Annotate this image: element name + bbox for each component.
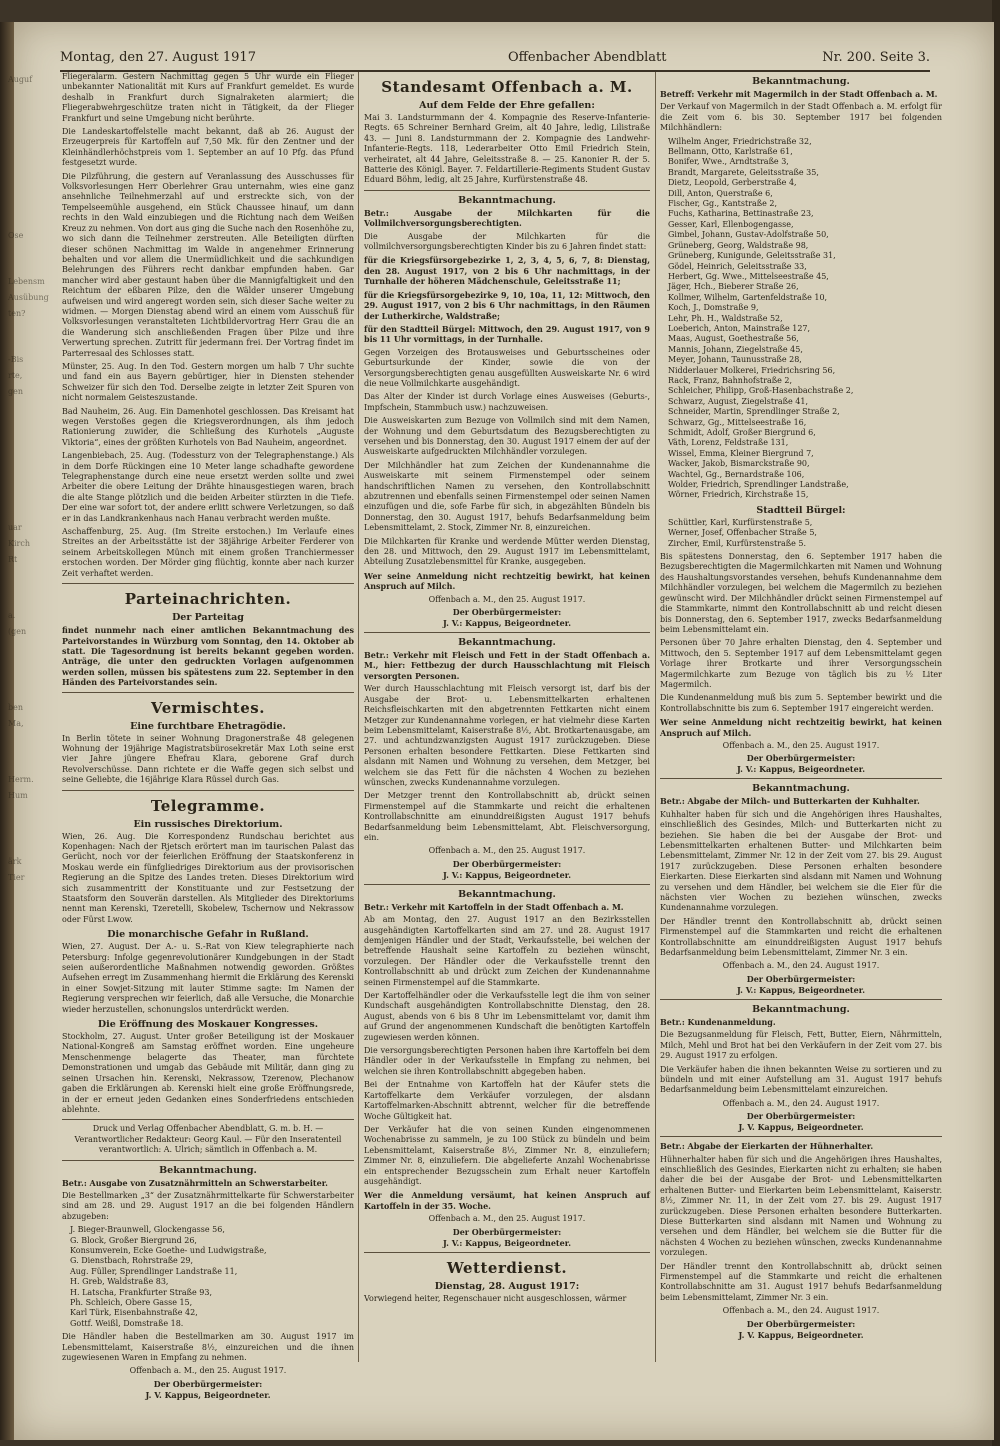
notice-text: für die Kriegsfürsorgebezirke 9, 10, 10a, 11, 12: Mittwoch, den 29. August 1917, von 2 bis 6 Uhr nachmittags, in den Räumen der Lutherkirche, Waldstraße; (364, 289, 650, 321)
edge-fragment: Tier (8, 873, 25, 882)
notice-text: Der Verkäufer hat die von seinen Kunden eingenommenen Wochenabrisse zu sammeln, je zu 100 Stück zu bündeln und beim Lebensmittelamt, Kaiserstraße 8½, Zimmer Nr. 8, einzuliefern; Zimmer Nr. 8, einzuliefern. Die abgelieferte Anzahl Wochenabrisse ein entsprechender Bezugsschein zum Erhalt neuer Kartoffeln ausgehändigt. (364, 1124, 650, 1186)
list-item: Gottf. Weißl, Domstraße 18. (70, 1318, 184, 1328)
signature-name: J. V.: Kappus, Beigeordneter. (443, 869, 571, 880)
notice-text: Der Verkauf von Magermilch in der Stadt Offenbach a. M. erfolgt für die Zeit vom 6. bis 30. September 1917 bei folgenden Milchhändlern: (660, 102, 942, 133)
list-item: J. Bieger-Braunwell, Glockengasse 56, (70, 1225, 225, 1235)
list-item: Wachtel, Gg., Bernardstraße 106, (668, 469, 805, 479)
notice-title: Bekanntmachung. (159, 1164, 257, 1176)
notice-text: Die Händler haben die Bestellmarken am 30. August 1917 im Lebensmittelamt, Kaiserstraße 8½, einzureichen und die ihnen zugewiesenen Waren in Empfang zu nehmen. (62, 1332, 354, 1363)
notice-text: Bis spätestens Donnerstag, den 6. September 1917 haben die Bezugsberechtigten die Magermilchkarten mit Namen und Wohnung des Haushaltungsvorstandes versehen, behufs Kundenannahme dem Milchhändler vorzulegen, bei welchem die Magermilch zu beziehen gewünscht wird. Der Milchhändler drückt seinen Firmenstempel auf die Stammkarte, nimmt den Kontrollabschnitt ab und reicht diesen bis Donnerstag, den 6. September 1917, zwecks Bedarfsanmeldung beim Lebensmittelamt ein. (660, 552, 942, 634)
signature-title: Der Oberbürgermeister: (746, 1111, 856, 1122)
article-fliegeralarm: Fliegeralarm. Gestern Nachmittag gegen 5 Uhr wurde ein Flieger unbekannter Nationalität mit Kurs auf Frankfurt gemeldet. Es wurde deshalb in Frankfurt durch Signalraketen alarmiert; die Fliegerabwehrgeschütze traten nicht in Tätigkeit, da der Flieger Frankfurt und seine Umgebung nicht berührte. (62, 72, 354, 123)
divider (660, 999, 942, 1000)
list-item: Meyer, Johann, Taunusstraße 28, (668, 355, 802, 365)
list-item: Koch, J., Domstraße 9, (668, 303, 759, 313)
merchant-list (660, 137, 942, 501)
signature-title: Der Oberbürgermeister: (452, 1226, 562, 1237)
notice-title: Bekanntmachung. (752, 76, 850, 87)
list-item: Gimbel, Johann, Gustav-Adolfstraße 50, (668, 230, 829, 240)
signature-name: J. V.: Kappus, Beigeordneter. (443, 618, 571, 629)
divider (364, 1252, 650, 1253)
list-item: Wörner, Friedrich, Kirchstraße 15, (668, 490, 809, 500)
list-item: Maas, August, Goethestraße 56, (668, 334, 799, 344)
notice-place-date: Offenbach a. M., den 25. August 1917. (722, 740, 880, 750)
edge-fragment: (gen (8, 627, 27, 636)
signature-name: J. V.: Kappus, Beigeordneter. (737, 764, 865, 775)
column-2 (364, 72, 650, 1372)
notice-text: Wer die Anmeldung versäumt, hat keinen Anspruch auf Kartoffeln in der 35. Woche. (364, 1190, 650, 1211)
previous-page-edge (8, 72, 50, 1372)
notice-text: Bei der Entnahme von Kartoffeln hat der Käufer stets die Kartoffelkarte dem Verkäufer vorzulegen, der alsdann Kartoffelmarken-Abschnitt abtrennt, welcher für die betreffende Woche Gültigkeit hat. (364, 1080, 650, 1121)
section-heading: Telegramme. (150, 796, 266, 815)
notice-title: Bekanntmachung. (752, 783, 850, 795)
list-item: G. Dienstbach, Rohrstraße 29, (70, 1256, 194, 1266)
divider (62, 1119, 354, 1120)
article-pilzfuehrung: Die Pilzführung, die gestern auf Veranlassung des Ausschusses für Volksvorlesungen Herr Oberlehrer Grau unternahm, wies eine ganz ansehnliche Teilnehmerzahl auf und erstreckte sich, von der Tempelseemühle ausgehend, ein Stück Chaussee hinauf, um dann rechts in den Wald einzubiegen und die Richtung nach dem Weißen Kreuz zu nehmen. Von dort aus ging die Suche nach den Rosenhöhe zu, wo sich dann die Teilnehmer zerstreuten. Alle Beteiligten dürften dieser schönen Nachmittag im Walde in angenehmer Erinnerung behalten und vor allem die Unermüdlichkeit und die sachkundigen Belehrungen des Führers recht dankbar empfunden haben. Gar mancher wird aber gestaunt haben über die Mannigfaltigkeit und den Reichtum der eßbaren Pilze, den die Wälder unserer Umgebung aufweisen und wird angeregt worden sein, sich dieser Sache weiter zu widmen. — Morgen Dienstag abend wird an einem vom Ausschuß für Volksvorlesungen veranstalteten Lichtbildervortrag Herr Grau die an die Wanderung sich anschließenden Fragen über Pilze und ihre Verwertung sprechen. Zutritt für jedermann frei. Der Vortrag findet im Parterresaal des Schlosses statt. (62, 171, 354, 358)
signature-name: J. V. Kappus, Beigeordneter. (738, 1329, 864, 1340)
subheading: Der Parteitag (172, 612, 244, 624)
subheading: Stadtteil Bürgel: (756, 504, 846, 516)
subheading: Ein russisches Direktorium. (133, 818, 283, 830)
notice-text: Die Ausweiskarten zum Bezuge von Vollmilch sind mit dem Namen, der Wohnung und dem Geburtsdatum des Bezugsberechtigten zu versehen und bis Donnerstag, den 30. August 1917 einem der auf der Ausweiskarte aufgedruckten Milchhändler vorzulegen. (364, 416, 650, 457)
divider (62, 692, 354, 693)
list-item: Bonifer, Wwe., Arndtstraße 3, (668, 157, 789, 167)
list-item: Grüneberg, Kunigunde, Geleitsstraße 31, (668, 251, 836, 261)
edge-fragment: Ausübung (8, 293, 49, 302)
article-direktorium: Wien, 26. Aug. Die Korrespondenz Rundschau berichtet aus Kopenhagen: Nach der Rjetsch erörtert man im taurischen Palast das Gerücht, noch vor der feierlichen Eröffnung der Staatskonferenz in Moskau werde ein fünfgliedriges Direktorium aus der provisorischen Regierung an die Spitze des Landes treten. Dieses Direktorium wird sich zusammentritt der Konstituante und zur Festsetzung der Staatsform den Souverän darstellen. Als Mitglieder des Direktoriums nennt man Kerenski, Tzeretelli, Skobelew, Tschernow und Nekrassow oder Fürst Lwow. (62, 831, 354, 924)
divider (660, 1136, 942, 1137)
subheading: Die Eröffnung des Moskauer Kongresses. (97, 1019, 319, 1031)
list-item: Schleicher, Philipp, Groß-Hasenbachstraße 2, (668, 386, 854, 396)
list-item: Gesser, Karl, Ellenbogengasse, (668, 219, 794, 229)
list-item: Herbert, Gg. Wwe., Mittelseestraße 45, (668, 271, 829, 281)
notice-text: Die versorgungsberechtigten Personen haben ihre Kartoffeln bei dem Händler oder in der Verkaufsstelle in Empfang zu nehmen, bei welchen sie ihren Kontrollabschnitt abgegeben haben. (364, 1046, 650, 1076)
notice-title: Bekanntmachung. (458, 194, 556, 206)
article-bad-nauheim: Bad Nauheim, 26. Aug. Ein Damenhotel geschlossen. Das Kreisamt hat wegen Verstoßes gegen die Kriegsverordnungen, als ihm jedoch Rationierung zuwider, die Schließung des Kurhotels „Auguste Viktoria“, eines der größten Kurhotels von Bad Nauheim, angeordnet. (62, 406, 354, 447)
list-item: Wacker, Jakob, Bismarckstraße 90, (668, 459, 810, 469)
notice-text: Wer seine Anmeldung nicht rechtzeitig bewirkt, hat keinen Anspruch auf Milch. (364, 570, 650, 592)
list-item: Dill, Anton, Querstraße 6, (668, 188, 773, 198)
article-langenbiebach: Langenbiebach, 25. Aug. (Todessturz von der Telegraphenstange.) Als in dem Dorfe Rückingen eine 10 Meter lange schadhafte gewordene Telegraphenstange durch eine neue ersetzt werden sollte und zwei Arbeiter die obere Leitung der Drähte hinausgestiegen waren, brach die alte Stange plötzlich und die beiden Arbeiter stürzten in die Tiefe. Der eine war sofort tot, der andere erlitt schwere Verletzungen, so daß er in das Landkrankenhaus nach Hanau verbracht werden mußte. (62, 451, 354, 523)
notice-subject: Betr.: Ausgabe von Zusatznährmitteln an Schwerstarbeiter. (62, 1177, 328, 1188)
list-item: Wilhelm Anger, Friedrichstraße 32, (668, 136, 812, 146)
edge-fragment: -Bis (8, 355, 24, 364)
notice-text: Der Händler trennt den Kontrollabschnitt ab, drückt seinen Firmenstempel auf die Stammkarten und reicht die erhaltenen Kontrollabschnitte am einunddreißigsten August 1917 behufs Bedarfsanmeldung beim Lebensmittelamt, Zimmer Nr. 3 ein. (660, 916, 942, 958)
list-item: Rack, Franz, Bahnhofstraße 2, (668, 375, 793, 385)
notice-place-date: Offenbach a. M., den 24. August 1917. (722, 1306, 880, 1316)
notice-text: für den Stadtteil Bürgel: Mittwoch, den 29. August 1917, von 9 bis 11 Uhr vormittags, in der Turnhalle. (364, 323, 650, 345)
list-item: Lehr, Ph. H., Waldstraße 52, (668, 313, 783, 323)
column-rule (655, 72, 656, 1362)
list-item: Zircher, Emil, Kurfürstenstraße 5. (668, 538, 807, 548)
list-item: Aug. Füller, Sprendlinger Landstraße 11, (70, 1266, 238, 1276)
article-monarchie: Wien, 27. August. Der A.- u. S.-Rat von Kiew telegraphierte nach Petersburg: Infolge gegenrevolutionärer Kundgebungen in der Stadt seien außerordentliche Maßnahmen notwendig geworden. Größtes Aufsehen erregt im Zusammenhang hiermit die Erklärung des Kerenski in einer Sowjet-Sitzung mit lauter Stimme sagte: Im Namen der Regierung versprechen wir feierlich, daß alle Versuche, die Monarchie wieder herzustellen, schonungslos unterdrückt werden. (62, 942, 354, 1014)
divider (364, 190, 650, 191)
notice-place-date: Offenbach a. M., den 25. August 1917. (428, 846, 586, 856)
notice-text: Die Bezugsanmeldung für Fleisch, Fett, Butter, Eiern, Nährmitteln, Milch, Mehl und Brot hat bei den Verkäufern in der Zeit vom 27. bis 29. August 1917 zu erfolgen. (660, 1030, 942, 1061)
signature-name: J. V.: Kappus, Beigeordneter. (737, 984, 865, 995)
signature-title: Der Oberbürgermeister: (153, 1378, 263, 1389)
subheading: Eine furchtbare Ehetragödie. (130, 720, 286, 732)
edge-fragment: gen (8, 387, 24, 396)
merchant-list (62, 1225, 354, 1329)
notice-text: Der Kartoffelhändler oder die Verkaufsstelle legt die ihm von seiner Kundschaft ausgehändigten Kontrollabschnitte Dienstag, den 28. August, abends von 6 bis 8 Uhr im Lebensmittelamt vor, damit ihm auf Grund der angenommenen Kundschaft die benötigten Kartoffeln zugewiesen werden können. (364, 991, 650, 1042)
list-item: Nidderlauer Molkerei, Friedrichsring 56, (668, 365, 836, 375)
edge-fragment: Kirch (8, 539, 30, 548)
divider (62, 790, 354, 791)
list-item: Dietz, Leopold, Gerberstraße 4, (668, 178, 797, 188)
notice-place-date: Offenbach a. M., den 25. August 1917. (428, 594, 586, 604)
masthead-date: Montag, den 27. August 1917 (60, 50, 256, 65)
list-item: Fischer, Gg., Kantstraße 2, (668, 199, 778, 209)
edge-fragment: ben (8, 703, 24, 712)
list-item: G. Block, Großer Biergrund 26, (70, 1235, 197, 1245)
article-kartoffelpreis: Die Landeskartoffelstelle macht bekannt, daß ab 26. August der Erzeugerpreis für Kartoffeln auf 7,50 Mk. für den Zentner und der Kleinhändlerhöchstpreis vom 1. September an auf 10 Pfg. das Pfund festgesetzt wurde. (62, 127, 354, 168)
notice-place-date: Offenbach a. M., den 24. August 1917. (722, 1098, 880, 1108)
list-item: Gödel, Heinrich, Geleitsstraße 33, (668, 261, 807, 271)
notice-text: Der Metzger trennt den Kontrollabschnitt ab, drückt seinen Firmenstempel auf die Stammkarte und reicht die erhaltenen Kontrollabschnitte am einunddreißigsten August 1917 behufs Bedarfsanmeldung beim Lebensmittelamt, Abt. Fleischversorgung, ein. (364, 791, 650, 842)
notice-text: Die Milchkarten für Kranke und werdende Mütter werden Dienstag, den 28. und Mittwoch, den 29. August 1917 im Lebensmittelamt, Abteilung Zusatzlebensmittel für Kranke, ausgegeben. (364, 536, 650, 567)
list-item: H. Latscha, Frankfurter Straße 93, (70, 1287, 212, 1297)
edge-fragment: Ma, (8, 719, 24, 728)
list-item: Jäger, Hch., Bieberer Straße 26, (668, 282, 799, 292)
edge-fragment: a. (8, 611, 16, 620)
list-item: H. Greb, Waldstraße 83, (70, 1277, 169, 1287)
divider (62, 1160, 354, 1161)
article-gefallene: Mai 3. Landsturmmann der 4. Kompagnie des Reserve-Infanterie-Regts. 65 Schreiner Bernhard Greim, alt 40 Jahre, ledig, Lilistraße 43. — Juni 8. Landsturmmann der 2. Kompagnie des Landwehr-Infanterie-Regts. 118, Lederarbeiter Otto Emil Friedrich Stein, verheiratet, alt 44 Jahre, Geleitsstraße 8. — 25. Kanonier R. der 5. Batterie des Königl. Bayer. 7. Feldartillerie-Regiments Student Gustav Eduard Böhm, ledig, alt 25 Jahre, Kurfürstenstraße 48. (364, 113, 650, 185)
notice-text: Die Bestellmarken „3“ der Zusatznährmittelkarte für Schwerstarbeiter sind am 28. und 29. August 1917 an die bei folgenden Händlern abzugeben: (62, 1190, 354, 1221)
notice-subject: Betreff: Verkehr mit Magermilch in der Stadt Offenbach a. M. (660, 89, 938, 99)
list-item: Grüneberg, Georg, Waldstraße 98, (668, 240, 809, 250)
notice-text: Wer durch Hausschlachtung mit Fleisch versorgt ist, darf bis der Ausgabe der Brot- u. Lebensmittelkarten erhaltenen Reichsfleischkarten mit den abgetrennten Fettkarten nicht einem Metzger zur Kundenannahme vorlegen, er hat vielmehr diese Karten beim Lebensmittelamt, Kaiserstraße 8½, Abt. Brotkartenausgabe, am 27. und achtundzwanzigsten August 1917 zurückzugeben. Diese Personen erhalten besondere Fettkarten. Diese Fettkarten sind alsdann mit Namen und Wohnung zu versehen, dem Metzger, bei welchem sie das Fett für die nächsten 4 Wochen zu beziehen wünschen, zwecks Kundenannahme vorzulegen. (364, 684, 650, 787)
subheading: Dienstag, 28. August 1917: (434, 1280, 580, 1292)
list-item: Loeberich, Anton, Mainstraße 127, (668, 323, 811, 333)
list-item: Wissel, Emma, Kleiner Biergrund 7, (668, 448, 814, 458)
divider (364, 884, 650, 885)
list-item: Mannis, Johann, Ziegelstraße 45, (668, 344, 803, 354)
list-item: Schwarz, August, Ziegelstraße 41, (668, 396, 808, 406)
edge-fragment: Rt (8, 555, 18, 564)
subheading: Auf dem Felde der Ehre gefallen: (419, 100, 595, 111)
signature-name: J. V.: Kappus, Beigeordneter. (443, 1237, 571, 1248)
notice-text: Die Kundenanmeldung muß bis zum 5. September bewirkt und die Kontrollabschnitte bis zum 6. September 1917 eingereicht werden. (660, 693, 942, 713)
notice-title: Bekanntmachung. (458, 637, 556, 649)
list-item: Werner, Josef, Offenbacher Straße 5, (668, 528, 817, 538)
notice-text: Ab am Montag, den 27. August 1917 an den Bezirksstellen ausgehändigten Kartoffelkarten sind am 27. und 28. August 1917 demjenigen Händler und der Stadt, Verkaufsstelle, bei welchen der betreffende Haushalt seine Kartoffeln zu beziehen wünscht, vorzulegen. Der Händler oder die Verkaufsstelle trennt den Kontrollabschnitt ab und drückt zum Zeichen der Kundenannahme seinen Firmenstempel auf die Stammkarte. (364, 915, 650, 987)
section-heading: Vermischtes. (151, 698, 265, 717)
notice-subject: Betr.: Abgabe der Eierkarten der Hühnerhalter. (660, 1141, 874, 1152)
notice-text: Hühnerhalter haben für sich und die Angehörigen ihres Haushaltes, einschließlich des Gesindes, Eierkarten nicht zu erhalten; sie haben daher die bei der Ausgabe der Brot- und Lebensmittelkarten erhaltenen Butter- und Eierkarten beim Lebensmittelamt, Kaiserstr. 8½, Zimmer Nr. 11, in der Zeit vom 27. bis 29. August 1917 zurückzugeben. Diese Personen erhalten besondere Butterkarten. Diese Butterkarten sind alsdann mit Namen und Wohnung zu versehen und dem Händler, bei welchem sie die Butter für die nächsten 4 Wochen zu beziehen wünschen, zwecks Kundenannahme vorzulegen. (660, 1154, 942, 1258)
notice-subject: Betr.: Verkehr mit Fleisch und Fett in der Stadt Offenbach a. M., hier: Fettbezug der durch Hausschlachtung mit Fleisch versorgten Personen. (364, 650, 650, 681)
notice-place-date: Offenbach a. M., den 24. August 1917. (722, 961, 880, 971)
signature-title: Der Oberbürgermeister: (746, 973, 856, 984)
notice-text: Der Milchhändler hat zum Zeichen der Kundenannahme die Ausweiskarte mit seinem Firmenstempel oder seinem handschriftlichen Namen zu versehen, den Kontrollabschnitt abzutrennen und ebenfalls seinen Firmenstempel oder seinen Namen einzufügen und die, sofe Farbe für sich, in abgezählten Bündeln bis Donnerstag, den 30. August 1917, behufs Bedarfsanmeldung beim Lebensmittelamt, 2. Stock, Zimmer Nr. 8, einzureichen. (364, 460, 650, 533)
list-item: Karl Türk, Eisenbahnstraße 42, (70, 1308, 198, 1318)
list-item: Schneider, Martin, Sprendlinger Straße 2, (668, 407, 840, 417)
masthead-paper: Offenbacher Abendblatt (508, 50, 667, 65)
merchant-list (660, 518, 942, 549)
notice-place-date: Offenbach a. M., den 25. August 1917. (428, 1214, 586, 1224)
section-heading: Wetterdienst. (446, 1258, 568, 1277)
edge-fragment: Lebensm (8, 277, 45, 286)
edge-fragment: Hum (8, 791, 28, 800)
article-muenster: Münster, 25. Aug. In den Tod. Gestern morgen um halb 7 Uhr suchte und fand ein aus Bayern gebürtiger, hier in Diensten stehender Schweizer für sich den Tod. Derselbe zeigte in letzter Zeit Spuren von nicht normalem Geisteszustande. (62, 361, 354, 403)
notice-subject: Betr.: Abgabe der Milch- und Butterkarten der Kuhhalter. (660, 796, 920, 807)
notice-text: Wer seine Anmeldung nicht rechtzeitig bewirkt, hat keinen Anspruch auf Milch. (660, 717, 942, 738)
list-item: Konsumverein, Ecke Goethe- und Ludwigstraße, (70, 1245, 267, 1255)
signature-title: Der Oberbürgermeister: (452, 858, 562, 869)
notice-text: für die Kriegsfürsorgebezirke 1, 2, 3, 4, 5, 6, 7, 8: Dienstag, den 28. August 1917, von 2 bis 6 Uhr nachmittags, in der Turnhalle der höheren Mädchenschule, Geleitsstraße 11; (364, 255, 650, 287)
weather-text: Vorwiegend heiter, Regenschauer nicht ausgeschlossen, wärmer (364, 1293, 627, 1303)
divider (62, 583, 354, 584)
signature-name: J. V. Kappus, Beigeordneter. (145, 1389, 271, 1400)
notice-text: Der Händler trennt den Kontrollabschnitt ab, drückt seinen Firmenstempel auf die Stammkarte und reicht die erhaltenen Kontrollabschnitte am 31. August 1917 behufs Bedarfsanmeldung beim Lebensmittelamt, Zimmer Nr. 3 ein. (660, 1261, 942, 1302)
notice-title: Bekanntmachung. (458, 888, 556, 900)
subheading: Die monarchische Gefahr in Rußland. (107, 929, 309, 941)
edge-fragment: ten? (8, 309, 26, 318)
masthead-issue: Nr. 200. Seite 3. (822, 50, 930, 65)
divider (364, 632, 650, 633)
signature-title: Der Oberbürgermeister: (452, 607, 562, 618)
list-item: Schüttler, Karl, Kurfürstenstraße 5, (668, 517, 813, 527)
list-item: Bellmann, Otto, Karlstraße 61, (668, 147, 793, 157)
notice-place-date: Offenbach a. M., den 25. August 1917. (129, 1366, 287, 1376)
edge-fragment: uar (8, 523, 22, 532)
column-3 (660, 72, 942, 1372)
list-item: Ph. Schleich, Obere Gasse 15, (70, 1298, 193, 1307)
column-rule (358, 72, 359, 1362)
list-item: Kollmer, Wilhelm, Gartenfeldstraße 10, (668, 292, 828, 302)
signature-title: Der Oberbürgermeister: (746, 753, 856, 764)
section-heading: Standesamt Offenbach a. M. (381, 78, 633, 96)
notice-text: Die Ausgabe der Milchkarten für die vollmilchversorgungsberechtigten Kinder bis zu 6 Jahren findet statt: (364, 231, 650, 252)
article-aschaffenburg: Aschaffenburg, 25. Aug. (Im Streite erstochen.) Im Verlaufe eines Streites an der Arbeitsstätte ist der 38jährige Arbeiter Ferderer von seinem Arbeitskollegen Münch mit einem großen Tranchiermesser erstochen worden. Der Mörder ging flüchtig, konnte aber nach kurzer Zeit verhaftet werden. (62, 527, 354, 578)
article-parteitag: findet nunmehr nach einer amtlichen Bekanntmachung des Parteivorstandes in Würzburg vom Sonntag, den 14. Oktober ab statt. Die Tagesordnung ist bereits bekannt gegeben worden. Anträge, die unter den gedruckten Vorlagen aufgenommen werden sollen, müssen bis spätestens zum 22. September in den Händen des Parteivorstandes sein. (62, 625, 354, 688)
notice-text: Die Verkäufer haben die ihnen bekannten Weise zu sortieren und zu bündeln und mit einer Aufstellung am 31. August 1917 behufs Bedarfsanmeldung beim Lebensmittelamt einzureichen. (660, 1064, 942, 1095)
notice-text: Gegen Vorzeigen des Brotausweises und Geburtsscheines oder Geburtsurkunde der Kinder, sowie die von der Versorgungsberechtigten genau ausgefüllten Ausweiskarte Nr. 6 wird die neue Vollmilchkarte ausgehändigt. (364, 347, 650, 388)
masthead (60, 48, 930, 72)
list-item: Fuchs, Katharina, Bettinastraße 23, (668, 209, 814, 219)
article-moskau: Stockholm, 27. August. Unter großer Beteiligung ist der Moskauer National-Kongreß am Samstag eröffnet worden. Eine ungeheure Menschenmenge belagerte das Theater, man fürchtete Demonstrationen und umgab das Gebäude mit Militär, dann ging zu seinen Ursachen hin. Kerenski, Nekrassow, Tzerenow, Plechanow gaben die Erklärungen ab. Kerenski hielt eine große Eröffnungsrede, in der er erneut jeden Gedanken eines Sonderfriedens entschieden ablehnte. (62, 1032, 354, 1114)
list-item: Brandt, Margarete, Geleitsstraße 35, (668, 167, 819, 177)
edge-fragment: ärk (8, 857, 22, 866)
edge-fragment: Auguf (8, 75, 33, 84)
edge-fragment: rte, (8, 371, 23, 380)
notice-text: Das Alter der Kinder ist durch Vorlage eines Ausweises (Geburts-, Impfschein, Stammbuch usw.) nachzuweisen. (364, 392, 650, 412)
list-item: Schwarz, Gg., Mittelseestraße 16, (668, 417, 807, 427)
list-item: Väth, Lorenz, Feldstraße 131, (668, 438, 789, 448)
edge-fragment: Ose (8, 231, 24, 240)
notice-text: Personen über 70 Jahre erhalten Dienstag, den 4. September und Mittwoch, den 5. September 1917 auf dem Lebensmittelamt gegen Vorlage ihrer Brotkarte und ihrer Versorgungsschein Magermilchkarte zum Bezuge von täglich bis zu ½ Liter Magermilch. (660, 638, 942, 689)
divider (660, 778, 942, 779)
notice-title: Bekanntmachung. (752, 1003, 850, 1015)
section-heading: Parteinachrichten. (124, 590, 292, 609)
signature-title: Der Oberbürgermeister: (746, 1318, 856, 1329)
signature-name: J. V. Kappus, Beigeordneter. (738, 1122, 864, 1133)
notice-subject: Betr.: Verkehr mit Kartoffeln in der Stadt Offenbach a. M. (364, 901, 624, 912)
column-1 (62, 72, 354, 1400)
notice-subject: Betr.: Ausgabe der Milchkarten für die Vollmilchversorgungsberechtigten. (364, 207, 650, 229)
notice-subject: Betr.: Kundenanmeldung. (660, 1016, 776, 1027)
list-item: Wolder, Friedrich, Sprendlinger Landstraße, (668, 480, 849, 490)
list-item: Schmidt, Adolf, Großer Biergrund 6, (668, 428, 816, 437)
article-ehetragoedie: In Berlin tötete in seiner Wohnung Dragonerstraße 48 gelegenen Wohnung der 19jährige Magistratsbürosekretär Max Loth seine erst vier Jahre jüngere Ehefrau Klara, geborene Graf durch Revolverschüsse. Dann richtete er die Waffe gegen sich selbst und seine Geliebte, die 16jährige Klara Rüssel durch Gas. (62, 733, 354, 785)
edge-fragment: Herm. (8, 775, 34, 784)
imprint: Druck und Verlag Offenbacher Abendblatt, G. m. b. H. — Verantwortlicher Redakteur: Georg Kaul. — Für den Inseratenteil verantwortlich: A. Ulrich; sämtlich in Offenbach a. M. (74, 1124, 342, 1155)
notice-text: Kuhhalter haben für sich und die Angehörigen ihres Haushaltes, einschließlich des Gesindes, Milch- und Butterkarten nicht zu beziehen. Sie haben die bei der Ausgabe der Brot- und Lebensmittelkarten erhaltenen Butter- und Milchkarten beim Lebensmittelamt, Zimmer Nr. 12 in der Zeit vom 27. bis 29. August 1917 zurückzugeben. Diese Personen erhalten besondere Eierkarten. Diese Eierkarten sind alsdann mit Namen und Wohnung zu versehen und dem Händler, bei welchem sie die Eier für die nächsten vier Wochen zu beziehen wünschen, zwecks Kundenannahme vorzulegen. (660, 809, 942, 913)
